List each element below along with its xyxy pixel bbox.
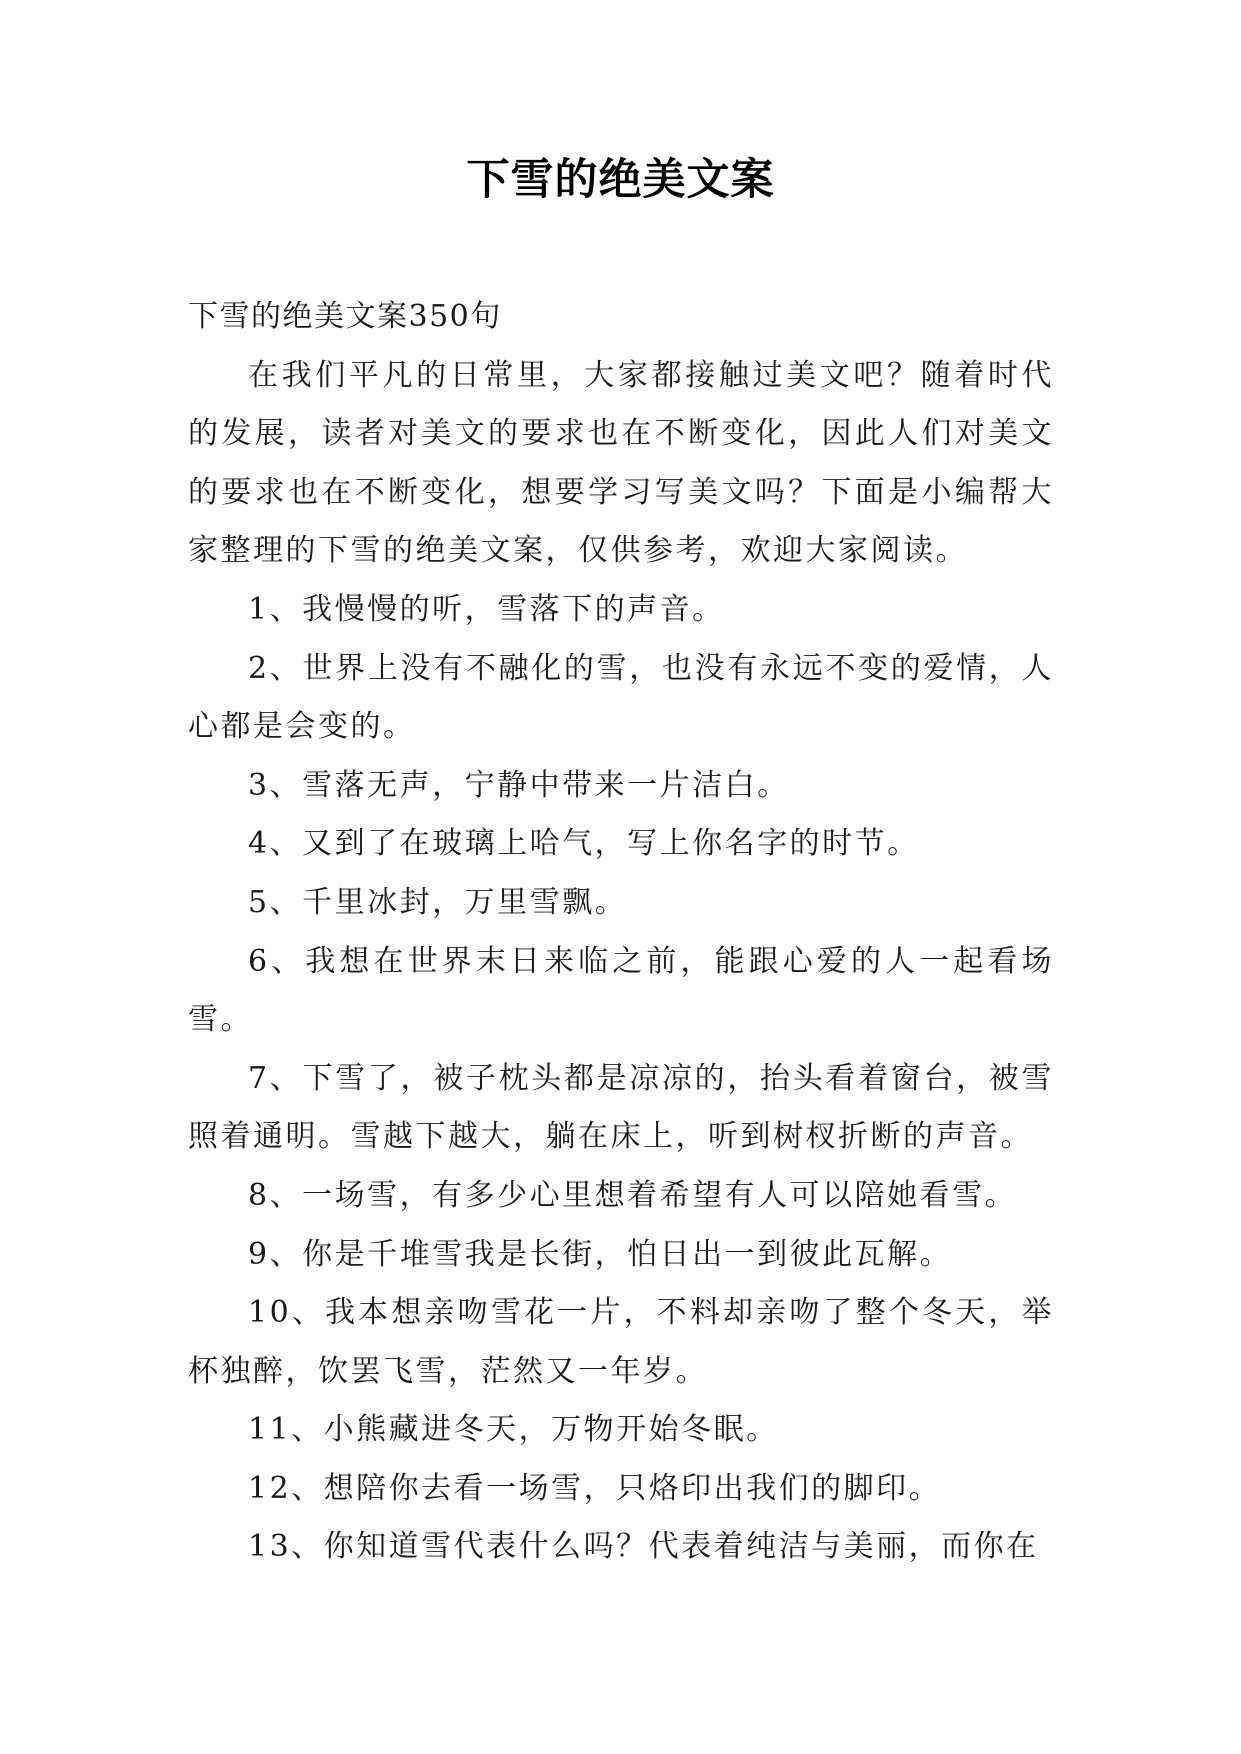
document-title: 下雪的绝美文案 [466,155,775,205]
list-item: 6、我想在世界末日来临之前，能跟心爱的人一起看场雪。 [188,943,1054,1038]
document-subtitle: 下雪的绝美文案350句 [188,299,502,334]
list-item: 9、你是千堆雪我是长街，怕日出一到彼此瓦解。 [248,1236,953,1272]
list-item: 10、我本想亲吻雪花一片，不料却亲吻了整个冬天，举杯独醉，饮罢飞雪，茫然又一年岁。 [188,1295,1054,1389]
list-item: 13、你知道雪代表什么吗？代表着纯洁与美丽，而你在 [248,1529,1039,1565]
list-item: 7、下雪了，被子枕头都是凉凉的，抬头看着窗台，被雪照着通明。雪越下越大，躺在床上，听到树杈折断的声音。 [188,1060,1054,1155]
list-item: 12、想陪你去看一场雪，只烙印出我们的脚印。 [248,1470,942,1506]
intro-paragraph: 在我们平凡的日常里，大家都接触过美文吧？随着时代的发展，读者对美文的要求也在不断变化，因此人们对美文的要求也在不断变化，想要学习写美文吗？下面是小编帮大家整理的下雪的绝美文案，仅供参考，欢迎大家阅读。 [188,357,1054,569]
list-item: 3、雪落无声，宁静中带来一片洁白。 [248,767,790,803]
list-item: 5、千里冰封，万里雪飘。 [248,884,628,920]
list-item: 8、一场雪，有多少心里想着希望有人可以陪她看雪。 [248,1177,1018,1213]
list-item: 11、小熊藏进冬天，万物开始冬眠。 [248,1412,779,1448]
document-body [188,288,1054,1577]
list-item: 1、我慢慢的听，雪落下的声音。 [248,591,725,627]
list-item: 2、世界上没有不融化的雪，也没有永远不变的爱情，人心都是会变的。 [188,650,1054,745]
list-item: 4、又到了在玻璃上哈气，写上你名字的时节。 [248,826,920,862]
